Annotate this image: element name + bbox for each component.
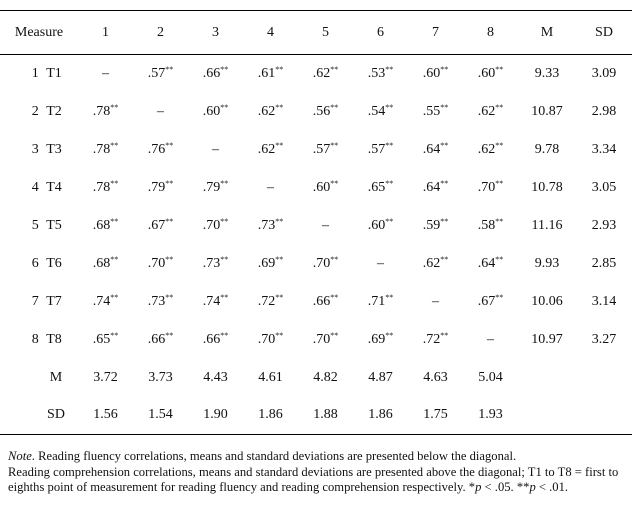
mean-cell: 9.93 [534,255,560,271]
correlation-value: .79 [202,179,221,195]
significance-marker: ** [110,254,119,264]
correlation-value: .64 [477,255,496,271]
significance-marker: ** [165,216,174,226]
correlation-cell [463,283,518,321]
correlation-value: .66 [147,331,166,347]
correlation-value: .67 [147,217,166,233]
correlation-value: .53 [367,65,386,81]
correlation-cell [133,169,188,207]
correlation-cell [243,55,298,93]
correlation-value: .73 [202,255,221,271]
correlation-value: .69 [367,331,386,347]
correlation-cell [298,321,353,359]
correlation-value: – [212,141,219,157]
significance-marker: ** [385,140,394,150]
mean-cell: 11.16 [531,217,563,233]
significance-marker: ** [220,292,229,302]
note-sig1-stars: * [468,480,476,494]
significance-marker: ** [385,64,394,74]
sd-cell: 3.14 [591,293,617,309]
row-number: 8 [31,331,39,347]
significance-marker: ** [440,140,449,150]
significance-marker: ** [165,64,174,74]
sd-cell: 3.05 [591,179,617,195]
correlation-value: .74 [202,293,221,309]
correlation-value: .60 [477,65,496,81]
correlation-cell [298,245,353,283]
correlation-value: .68 [92,255,111,271]
correlation-cell [133,93,188,131]
correlation-value: – [487,331,494,347]
correlation-value: .70 [477,179,496,195]
summary-value: 4.61 [258,369,283,385]
correlation-cell [408,131,463,169]
row-measure-cell [0,55,78,93]
correlation-cell [188,207,243,245]
significance-marker: ** [220,216,229,226]
header-col-5: 5 [298,11,353,55]
row-label: T2 [46,103,62,119]
note-sig2-text: < .01. [535,480,569,494]
summary-row [0,359,632,397]
correlation-cell [243,321,298,359]
note-line-2: Reading comprehension correlations, means and standard deviations are presented above the diagonal; T1 to T8 = first to eighths point of measurement for reading fluency and reading comprehension respectively. [8,464,619,494]
correlation-value: .62 [257,141,276,157]
correlation-cell [78,283,133,321]
summary-empty [576,397,632,435]
table-row [0,245,632,283]
summary-value: 3.72 [93,369,118,385]
correlation-value: – [102,65,109,81]
correlation-value: .66 [312,293,331,309]
header-col-2: 2 [133,11,188,55]
correlation-value: .60 [312,179,331,195]
correlation-value: .57 [147,65,166,81]
correlation-cell [188,169,243,207]
correlation-cell [463,207,518,245]
significance-marker: ** [275,216,284,226]
correlation-cell [243,283,298,321]
row-number: 5 [31,217,39,233]
significance-marker: ** [275,64,284,74]
correlation-cell [463,55,518,93]
significance-marker: ** [495,216,504,226]
correlation-value: – [432,293,439,309]
correlation-value: .59 [422,217,441,233]
correlation-cell [408,321,463,359]
correlation-cell [78,93,133,131]
row-label: T8 [46,331,62,347]
correlation-cell [408,245,463,283]
significance-marker: ** [220,330,229,340]
mean-cell: 10.87 [531,103,563,119]
correlation-value: .70 [202,217,221,233]
correlation-cell [408,207,463,245]
correlation-cell [78,321,133,359]
correlation-cell [188,321,243,359]
header-mean: M [518,11,576,55]
significance-marker: ** [495,292,504,302]
correlation-value: .62 [477,103,496,119]
correlation-value: .66 [202,331,221,347]
header-col-6: 6 [353,11,408,55]
significance-marker: ** [275,292,284,302]
mean-cell: 9.78 [534,141,560,157]
row-number: 2 [31,103,39,119]
row-measure-cell [0,283,78,321]
header-col-4: 4 [243,11,298,55]
row-number: 1 [31,65,39,81]
summary-measure-cell [0,397,78,435]
summary-value: 4.82 [313,369,338,385]
header-col-7: 7 [408,11,463,55]
sd-cell: 3.09 [591,65,617,81]
correlation-cell [243,207,298,245]
correlation-value: – [267,179,274,195]
significance-marker: ** [330,64,339,74]
correlation-cell [243,131,298,169]
correlation-cell [408,169,463,207]
correlation-value: .60 [422,65,441,81]
significance-marker: ** [275,140,284,150]
correlation-cell [243,245,298,283]
summary-label: SD [47,407,65,423]
correlation-cell [298,207,353,245]
correlation-value: .56 [312,103,331,119]
sd-cell: 2.85 [591,255,617,271]
summary-value: 1.90 [188,397,243,435]
table-row [0,169,632,207]
significance-marker: ** [220,254,229,264]
correlation-cell [133,131,188,169]
correlation-cell [188,245,243,283]
significance-marker: ** [330,102,339,112]
mean-cell: 10.06 [531,293,563,309]
summary-label: M [49,369,63,385]
correlation-value: .62 [257,103,276,119]
correlation-cell [188,55,243,93]
correlation-cell [353,207,408,245]
note-sig1-text: < .05. [481,480,517,494]
correlation-value: .67 [477,293,496,309]
correlation-cell [298,55,353,93]
significance-marker: ** [330,330,339,340]
correlation-value: .70 [147,255,166,271]
correlation-value: .78 [92,141,111,157]
correlation-cell [298,169,353,207]
row-number: 7 [31,293,39,309]
correlation-value: .74 [92,293,111,309]
correlation-value: – [322,217,329,233]
summary-empty [518,359,576,397]
correlation-cell [78,207,133,245]
correlation-value: .60 [367,217,386,233]
table-row [0,55,632,93]
mean-cell: 10.78 [531,179,563,195]
correlation-value: .69 [257,255,276,271]
significance-marker: ** [110,178,119,188]
summary-value: 1.75 [408,397,463,435]
table-row [0,207,632,245]
note-p-symbol: p [475,480,482,494]
correlation-value: .73 [147,293,166,309]
correlation-cell [78,131,133,169]
correlation-value: .72 [422,331,441,347]
correlation-cell [133,283,188,321]
summary-value: 4.43 [203,369,228,385]
significance-marker: ** [495,102,504,112]
significance-marker: ** [220,64,229,74]
correlation-value: .73 [257,217,276,233]
correlation-cell [353,245,408,283]
summary-empty [576,359,632,397]
note-sig2-stars: ** [516,480,530,494]
significance-marker: ** [440,254,449,264]
correlation-cell [78,245,133,283]
significance-marker: ** [165,178,174,188]
correlation-value: .58 [477,217,496,233]
significance-marker: ** [110,216,119,226]
row-number: 3 [31,141,39,157]
significance-marker: ** [220,178,229,188]
correlation-cell [353,283,408,321]
row-number: 6 [31,255,39,271]
significance-marker: ** [385,330,394,340]
correlation-cell [133,55,188,93]
row-label: T5 [46,217,62,233]
significance-marker: ** [110,140,119,150]
correlation-value: – [157,103,164,119]
significance-marker: ** [330,140,339,150]
correlation-cell [463,321,518,359]
header-col-3: 3 [188,11,243,55]
correlation-cell [463,131,518,169]
correlation-cell [298,93,353,131]
correlation-value: .71 [367,293,386,309]
significance-marker: ** [385,292,394,302]
summary-row [0,397,632,435]
table-row [0,321,632,359]
significance-marker: ** [330,292,339,302]
significance-marker: ** [440,216,449,226]
row-label: T4 [46,179,62,195]
correlation-cell [188,131,243,169]
correlation-cell [188,283,243,321]
correlation-value: .70 [257,331,276,347]
correlation-cell [298,131,353,169]
correlation-value: .62 [312,65,331,81]
correlation-value: .57 [312,141,331,157]
summary-value: 4.63 [423,369,448,385]
correlation-cell [353,55,408,93]
row-measure-cell [0,321,78,359]
row-measure-cell [0,207,78,245]
table-row [0,283,632,321]
correlation-value: .78 [92,179,111,195]
significance-marker: ** [440,64,449,74]
row-measure-cell [0,131,78,169]
significance-marker: ** [110,330,119,340]
significance-marker: ** [440,178,449,188]
correlation-cell [463,169,518,207]
correlation-cell [408,283,463,321]
summary-value: 4.87 [368,369,393,385]
significance-marker: ** [385,102,394,112]
correlation-value: .65 [92,331,111,347]
significance-marker: ** [330,178,339,188]
correlation-value: .62 [422,255,441,271]
correlation-value: .64 [422,141,441,157]
significance-marker: ** [385,178,394,188]
correlation-cell [353,93,408,131]
sd-cell: 3.27 [591,331,617,347]
correlation-cell [133,245,188,283]
summary-empty [518,397,576,435]
mean-cell: 10.97 [531,331,563,347]
summary-value: 1.54 [133,397,188,435]
significance-marker: ** [495,178,504,188]
significance-marker: ** [165,292,174,302]
correlation-value: .78 [92,103,111,119]
note-label: Note [8,449,32,463]
significance-marker: ** [495,64,504,74]
header-measure: Measure [0,11,78,55]
correlation-cell [353,321,408,359]
sd-cell: 2.98 [591,103,617,119]
summary-value: 1.86 [353,397,408,435]
correlation-cell [78,55,133,93]
significance-marker: ** [275,254,284,264]
significance-marker: ** [495,140,504,150]
correlation-value: .60 [202,103,221,119]
sd-cell: 2.93 [591,217,617,233]
correlation-cell [243,93,298,131]
correlation-cell [353,169,408,207]
correlation-value: .64 [422,179,441,195]
significance-marker: ** [440,102,449,112]
summary-value: 1.56 [78,397,133,435]
row-measure-cell [0,245,78,283]
correlation-cell [298,283,353,321]
summary-value: 5.04 [478,369,503,385]
correlation-cell [408,55,463,93]
summary-value: 1.88 [298,397,353,435]
summary-value: 1.93 [463,397,518,435]
significance-marker: ** [220,102,229,112]
correlation-value: .65 [367,179,386,195]
correlation-cell [133,207,188,245]
correlation-value: .79 [147,179,166,195]
table-header [0,11,632,55]
correlation-value: .61 [257,65,276,81]
significance-marker: ** [165,140,174,150]
significance-marker: ** [110,102,119,112]
correlation-cell [243,169,298,207]
summary-value: 3.73 [148,369,173,385]
correlation-value: .54 [367,103,386,119]
significance-marker: ** [275,330,284,340]
row-label: T1 [46,65,62,81]
correlation-cell [78,169,133,207]
correlation-value: – [377,255,384,271]
mean-cell: 9.33 [534,65,560,81]
significance-marker: ** [110,292,119,302]
correlation-value: .70 [312,255,331,271]
row-label: T3 [46,141,62,157]
correlation-value: .66 [202,65,221,81]
note-p-symbol-2: p [529,480,536,494]
correlation-value: .62 [477,141,496,157]
significance-marker: ** [440,330,449,340]
correlation-cell [188,93,243,131]
header-col-1: 1 [78,11,133,55]
table-row [0,93,632,131]
header-sd: SD [576,11,632,55]
row-number: 4 [31,179,39,195]
correlation-value: .68 [92,217,111,233]
correlation-cell [133,321,188,359]
correlation-value: .72 [257,293,276,309]
correlation-cell [463,245,518,283]
significance-marker: ** [330,254,339,264]
table-row [0,131,632,169]
significance-marker: ** [165,254,174,264]
sd-cell: 3.34 [591,141,617,157]
correlation-value: .57 [367,141,386,157]
summary-value: 1.86 [243,397,298,435]
significance-marker: ** [495,254,504,264]
note-line-1: . Reading fluency correlations, means and standard deviations are presented below the diagonal. [31,449,517,463]
header-col-8: 8 [463,11,518,55]
correlation-cell [463,93,518,131]
row-label: T6 [46,255,62,271]
significance-marker: ** [385,216,394,226]
table-note [8,449,628,496]
summary-measure-cell [0,359,78,397]
correlation-table [0,10,632,435]
row-measure-cell [0,93,78,131]
correlation-value: .76 [147,141,166,157]
correlation-cell [408,93,463,131]
significance-marker: ** [275,102,284,112]
row-measure-cell [0,169,78,207]
correlation-value: .55 [422,103,441,119]
correlation-cell [353,131,408,169]
row-label: T7 [46,293,62,309]
table-body [0,55,632,435]
significance-marker: ** [165,330,174,340]
correlation-value: .70 [312,331,331,347]
